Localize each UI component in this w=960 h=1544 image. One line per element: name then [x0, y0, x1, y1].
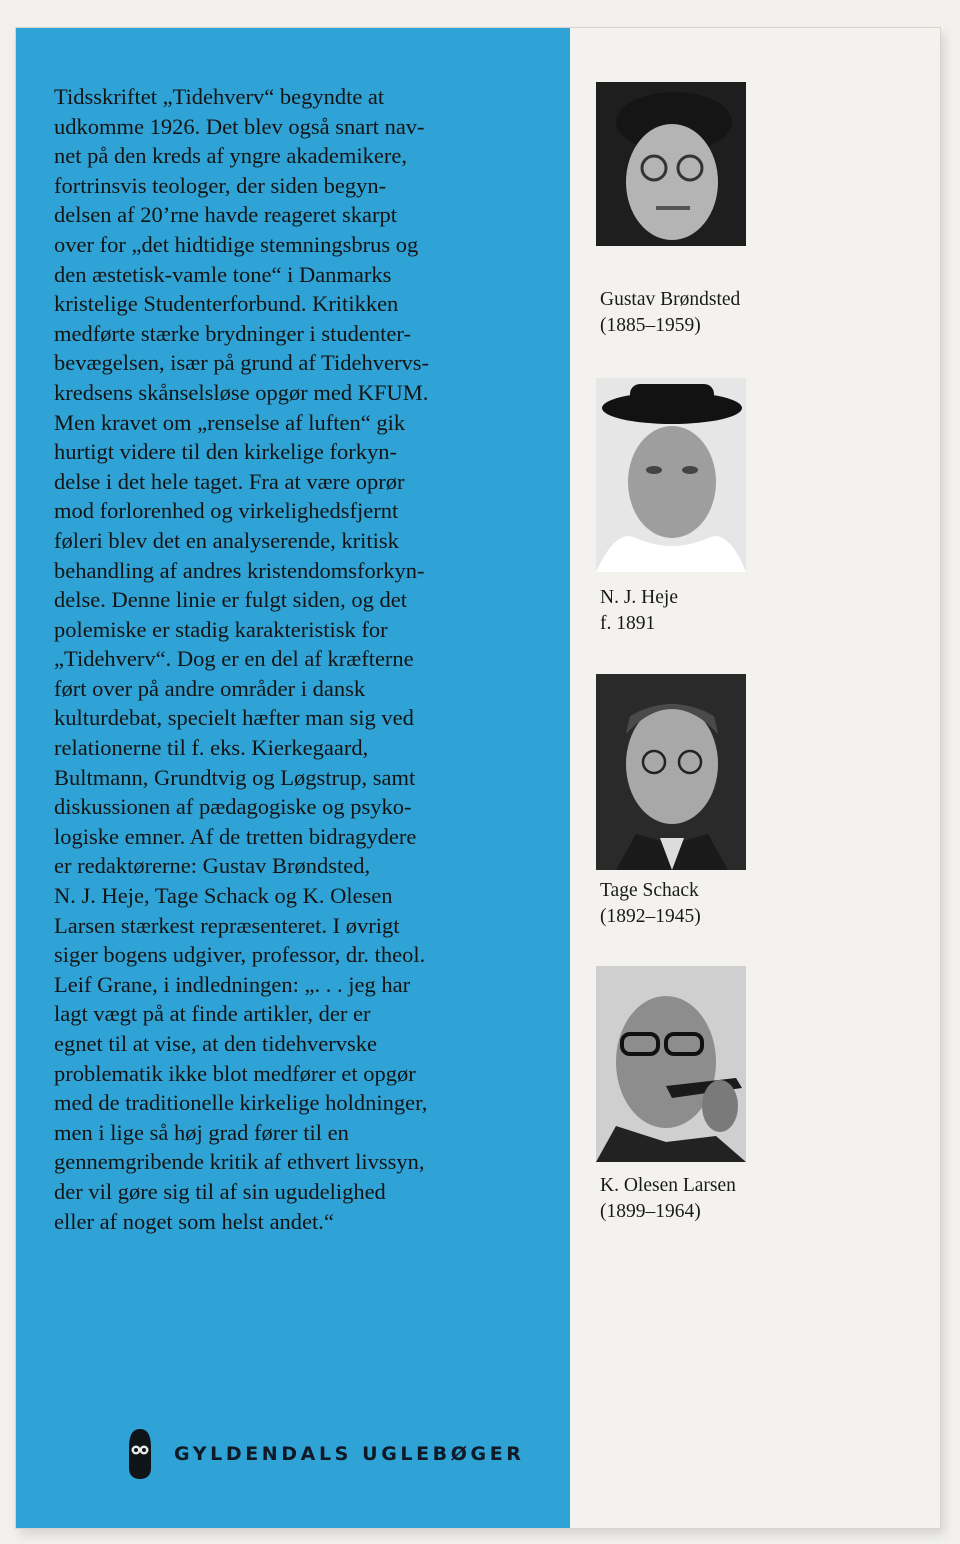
portrait-name-4: K. Olesen Larsen — [600, 1175, 736, 1196]
portrait-photo-1 — [596, 82, 746, 246]
portrait-caption-4 — [600, 1173, 820, 1225]
portrait-name-1: Gustav Brøndsted — [600, 289, 741, 310]
portrait-1-image — [596, 82, 746, 246]
portrait-caption-3 — [600, 878, 820, 930]
portrait-photo-4 — [596, 966, 746, 1162]
portrait-name-2: N. J. Heje — [600, 587, 678, 608]
publisher-name: GYLDENDALS UGLEBØGER — [174, 1443, 525, 1465]
portrait-dates-1: (1885–1959) — [600, 315, 701, 336]
portrait-dates-3: (1892–1945) — [600, 906, 701, 927]
portrait-photo-3 — [596, 674, 746, 870]
portrait-2-image — [596, 378, 746, 572]
owl-logo-graphic — [127, 1428, 153, 1480]
portrait-4-image — [596, 966, 746, 1162]
portrait-caption-1 — [600, 287, 820, 339]
portrait-3-image — [596, 674, 746, 870]
portrait-name-3: Tage Schack — [600, 880, 699, 901]
portrait-dates-4: (1899–1964) — [600, 1201, 701, 1222]
blurb-text: Tidsskriftet „Tidehverv“ begyndte at udkomme 1926. Det blev også snart nav- net på den kreds af yngre akademikere, fortrinsvis teologer, der siden begyn- delsen af 20’rne havde reageret skarpt over for „det hidtidige stemningsbrus og den æstetisk-vamle tone“ i Danmarks kristelige Studenterforbund. Kritikken medførte stærke brydninger i studenter- bevægelsen, især på grund af Tidehvervs- kredsens skånselsløse opgør med KFUM. Men kravet om „renselse af luften“ gik hurtigt videre til den kirkelige forkyn- delse i det hele taget. Fra at være oprør mod forlorenhed og virkelighedsfjernt føleri blev det en analyserende, kritisk behandling af andres kristendomsforkyn- delse. Denne linie er fulgt siden, og det polemiske er stadig karakteristisk for „Tidehverv“. Dog er en del af kræfterne ført over på andre områder i dansk kulturdebat, specielt hæfter man sig ved relationerne til f. eks. Kierkegaard, Bultmann, Grundtvig og Løgstrup, samt diskussionen af pædagogiske og psyko- logiske emner. Af de tretten bidragydere er redaktørerne: Gustav Brøndsted, N. J. Heje, Tage Schack og K. Olesen Larsen stærkest repræsenteret. I øvrigt siger bogens udgiver, professor, dr. theol. Leif Grane, i indledningen: „. . . jeg har lagt vægt på at finde artikler, der er egnet til at vise, at den tidehvervske problematik ikke blot medfører et opgør med de traditionelle kirkelige holdninger, men i lige så høj grad fører til en gennemgribende kritik af ethvert livssyn, der vil gøre sig til af sin ugudelighed eller af noget som helst andet.“ — [54, 84, 429, 1234]
portrait-dates-2: f. 1891 — [600, 613, 656, 634]
portrait-caption-2 — [600, 585, 820, 637]
portrait-photo-2 — [596, 378, 746, 572]
owl-icon — [127, 1428, 153, 1480]
